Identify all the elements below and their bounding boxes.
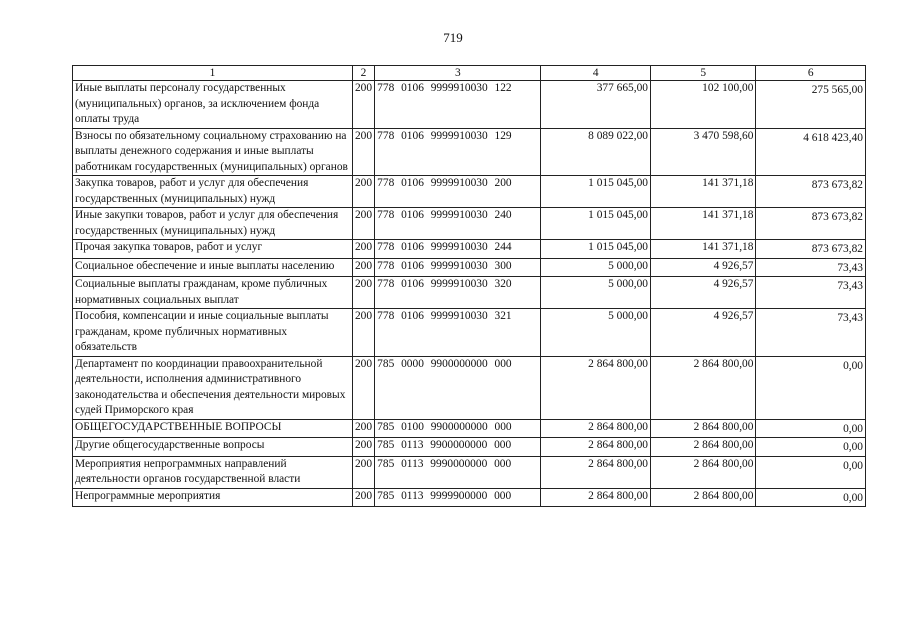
row-name-cell: Пособия, компенсации и иные социальные выплаты гражданам, кроме публичных нормативных обязательств — [73, 309, 353, 357]
row-name-cell: Прочая закупка товаров, работ и услуг — [73, 240, 353, 259]
row-approved-cell: 1 015 045,00 — [541, 240, 651, 259]
row-grbs-cell: 200 — [352, 456, 374, 488]
row-approved-cell: 2 864 800,00 — [541, 488, 651, 507]
row-code-cell: 785 0000 9900000000 000 — [375, 356, 541, 419]
row-code-cell: 778 0106 9999910030 244 — [375, 240, 541, 259]
row-code-cell: 778 0106 9999910030 300 — [375, 258, 541, 277]
page-number: 719 — [443, 30, 463, 45]
column-header: 6 — [756, 66, 866, 81]
row-executed-cell: 2 864 800,00 — [650, 438, 755, 457]
row-executed-cell: 4 926,57 — [650, 277, 755, 309]
row-grbs-cell: 200 — [352, 258, 374, 277]
row-code-cell: 785 0113 9990000000 000 — [375, 456, 541, 488]
table-row — [73, 419, 866, 438]
row-name-cell: Закупка товаров, работ и услуг для обеспечения государственных (муниципальных) нужд — [73, 176, 353, 208]
row-code-cell: 785 0113 9900000000 000 — [375, 438, 541, 457]
table-row — [73, 128, 866, 176]
row-code-cell: 785 0113 9999900000 000 — [375, 488, 541, 507]
row-remaining-cell: 73,43 — [756, 258, 866, 277]
row-grbs-cell: 200 — [352, 176, 374, 208]
row-grbs-cell: 200 — [352, 309, 374, 357]
row-approved-cell: 5 000,00 — [541, 258, 651, 277]
row-remaining-cell: 0,00 — [756, 419, 866, 438]
row-approved-cell: 5 000,00 — [541, 277, 651, 309]
table-row — [73, 356, 866, 419]
row-code-cell: 785 0100 9900000000 000 — [375, 419, 541, 438]
row-code-cell: 778 0106 9999910030 129 — [375, 128, 541, 176]
table-row — [73, 81, 866, 129]
table-row — [73, 240, 866, 259]
row-code-cell: 778 0106 9999910030 240 — [375, 208, 541, 240]
table-row — [73, 277, 866, 309]
table-row — [73, 258, 866, 277]
row-remaining-cell: 873 673,82 — [756, 208, 866, 240]
row-name-cell: Социальные выплаты гражданам, кроме публичных нормативных социальных выплат — [73, 277, 353, 309]
row-remaining-cell: 4 618 423,40 — [756, 128, 866, 176]
table-row — [73, 208, 866, 240]
row-name-cell: Департамент по координации правоохранительной деятельности, исполнения административного законодательства и обеспечения деятельности мировых судей Приморского края — [73, 356, 353, 419]
row-approved-cell: 377 665,00 — [541, 81, 651, 129]
row-name-cell: Другие общегосударственные вопросы — [73, 438, 353, 457]
column-header: 4 — [541, 66, 651, 81]
row-name-cell: Социальное обеспечение и иные выплаты населению — [73, 258, 353, 277]
row-remaining-cell: 73,43 — [756, 309, 866, 357]
header-row — [73, 66, 866, 81]
table-body — [73, 81, 866, 507]
row-grbs-cell: 200 — [352, 128, 374, 176]
row-executed-cell: 3 470 598,60 — [650, 128, 755, 176]
row-executed-cell: 4 926,57 — [650, 309, 755, 357]
row-grbs-cell: 200 — [352, 277, 374, 309]
row-grbs-cell: 200 — [352, 419, 374, 438]
row-name-cell: Взносы по обязательному социальному страхованию на выплаты денежного содержания и иные выплаты работникам государственных (муниципальных) органов — [73, 128, 353, 176]
row-remaining-cell: 73,43 — [756, 277, 866, 309]
table-row — [73, 309, 866, 357]
row-remaining-cell: 0,00 — [756, 356, 866, 419]
row-remaining-cell: 0,00 — [756, 488, 866, 507]
row-grbs-cell: 200 — [352, 81, 374, 129]
row-remaining-cell: 873 673,82 — [756, 240, 866, 259]
row-grbs-cell: 200 — [352, 208, 374, 240]
row-grbs-cell: 200 — [352, 438, 374, 457]
table-row — [73, 488, 866, 507]
row-grbs-cell: 200 — [352, 488, 374, 507]
row-code-cell: 778 0106 9999910030 200 — [375, 176, 541, 208]
row-grbs-cell: 200 — [352, 240, 374, 259]
row-code-cell: 778 0106 9999910030 320 — [375, 277, 541, 309]
row-approved-cell: 5 000,00 — [541, 309, 651, 357]
row-approved-cell: 2 864 800,00 — [541, 356, 651, 419]
row-name-cell: Иные закупки товаров, работ и услуг для обеспечения государственных (муниципальных) нужд — [73, 208, 353, 240]
row-executed-cell: 4 926,57 — [650, 258, 755, 277]
row-remaining-cell: 873 673,82 — [756, 176, 866, 208]
row-name-cell: Мероприятия непрограммных направлений деятельности органов государственной власти — [73, 456, 353, 488]
row-remaining-cell: 0,00 — [756, 438, 866, 457]
column-header: 1 — [73, 66, 353, 81]
row-name-cell: Непрограммные мероприятия — [73, 488, 353, 507]
row-approved-cell: 1 015 045,00 — [541, 208, 651, 240]
column-header: 5 — [650, 66, 755, 81]
row-remaining-cell: 0,00 — [756, 456, 866, 488]
table-row — [73, 456, 866, 488]
row-grbs-cell: 200 — [352, 356, 374, 419]
table-row — [73, 176, 866, 208]
row-executed-cell: 2 864 800,00 — [650, 419, 755, 438]
row-approved-cell: 2 864 800,00 — [541, 419, 651, 438]
column-header: 3 — [375, 66, 541, 81]
row-name-cell: ОБЩЕГОСУДАРСТВЕННЫЕ ВОПРОСЫ — [73, 419, 353, 438]
row-approved-cell: 2 864 800,00 — [541, 438, 651, 457]
row-executed-cell: 102 100,00 — [650, 81, 755, 129]
row-code-cell: 778 0106 9999910030 122 — [375, 81, 541, 129]
row-remaining-cell: 275 565,00 — [756, 81, 866, 129]
row-executed-cell: 141 371,18 — [650, 208, 755, 240]
row-executed-cell: 2 864 800,00 — [650, 488, 755, 507]
row-name-cell: Иные выплаты персоналу государственных (муниципальных) органов, за исключением фонда оплаты труда — [73, 81, 353, 129]
table-row — [73, 438, 866, 457]
row-executed-cell: 2 864 800,00 — [650, 356, 755, 419]
row-code-cell: 778 0106 9999910030 321 — [375, 309, 541, 357]
budget-table — [72, 65, 866, 507]
row-approved-cell: 1 015 045,00 — [541, 176, 651, 208]
row-approved-cell: 8 089 022,00 — [541, 128, 651, 176]
row-executed-cell: 2 864 800,00 — [650, 456, 755, 488]
row-executed-cell: 141 371,18 — [650, 176, 755, 208]
row-executed-cell: 141 371,18 — [650, 240, 755, 259]
column-header: 2 — [352, 66, 374, 81]
row-approved-cell: 2 864 800,00 — [541, 456, 651, 488]
